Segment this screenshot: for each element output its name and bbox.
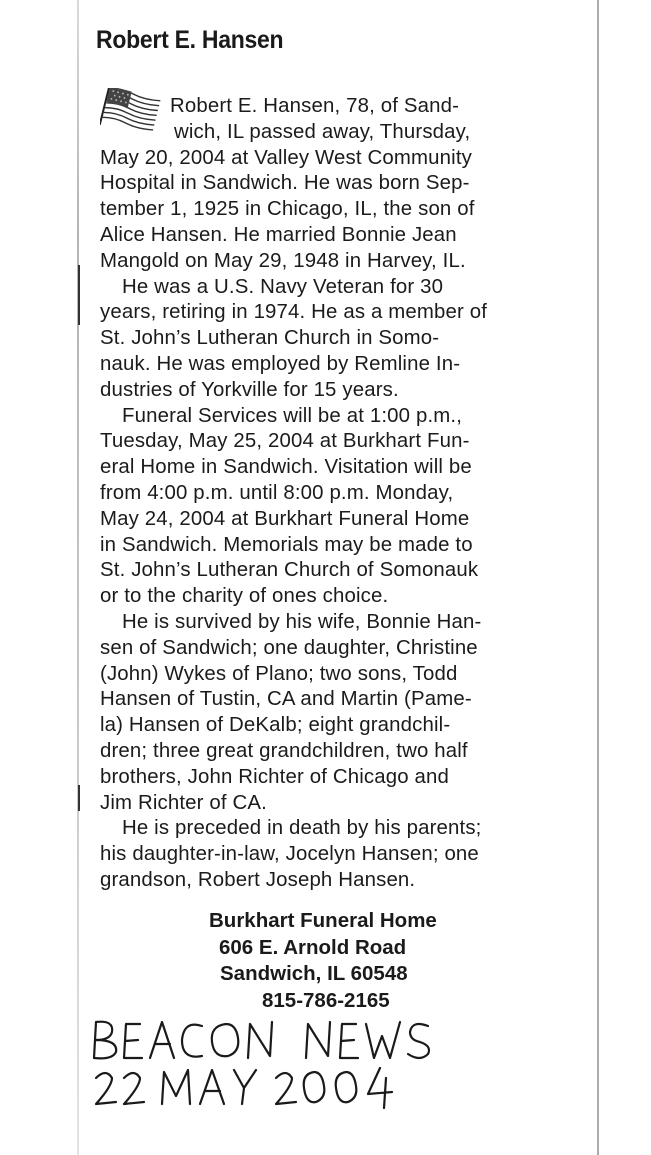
body-line: He is survived by his wife, Bonnie Han- (122, 610, 482, 633)
body-line: la) Hansen of DeKalb; eight grandchil- (100, 714, 451, 737)
body-line: Hospital in Sandwich. He was born Sep- (100, 172, 470, 195)
funeral-home-phone: 815-786-2165 (262, 988, 390, 1012)
body-line: dustries of Yorkville for 15 years. (100, 378, 399, 401)
body-line: in Sandwich. Memorials may be made to (100, 533, 473, 556)
body-line: brothers, John Richter of Chicago and (100, 765, 449, 788)
obituary-body (100, 94, 590, 894)
body-line: or to the charity of ones choice. (100, 585, 389, 608)
body-line: Jim Richter of CA. (100, 791, 267, 814)
body-line: Hansen of Tustin, CA and Martin (Pame- (100, 688, 472, 711)
body-line: sen of Sandwich; one daughter, Christine (100, 636, 478, 659)
body-line: wich, IL passed away, Thursday, (174, 120, 471, 143)
handwritten-annotation (90, 1012, 510, 1112)
body-line: Robert E. Hansen, 78, of Sand- (170, 95, 460, 117)
body-line: St. John’s Lutheran Church of Somonauk (100, 559, 479, 582)
body-line: Mangold on May 29, 1948 in Harvey, IL. (100, 249, 466, 272)
body-line: St. John’s Lutheran Church in Somo- (100, 327, 440, 350)
body-line: Alice Hansen. He married Bonnie Jean (100, 223, 457, 246)
body-line: tember 1, 1925 in Chicago, IL, the son of (100, 198, 475, 221)
body-line: dren; three great grandchildren, two half (100, 739, 468, 762)
funeral-home-city: Sandwich, IL 60548 (220, 962, 408, 985)
scan-mark (78, 785, 80, 811)
body-line: May 20, 2004 at Valley West Community (100, 146, 472, 169)
body-line: his daughter-in-law, Jocelyn Hansen; one (100, 843, 479, 866)
body-line: years, retiring in 1974. He as a member of (100, 301, 488, 324)
funeral-home-street: 606 E. Arnold Road (219, 935, 407, 959)
body-line: He was a U.S. Navy Veteran for 30 (122, 275, 444, 298)
funeral-home-name: Burkhart Funeral Home (209, 909, 437, 932)
body-line: grandson, Robert Joseph Hansen. (100, 868, 416, 891)
obituary-title: Robert E. Hansen (96, 26, 284, 54)
body-line: (John) Wykes of Plano; two sons, Todd (100, 662, 458, 685)
body-line: from 4:00 p.m. until 8:00 p.m. Monday, (100, 481, 454, 504)
body-line: nauk. He was employed by Remline In- (100, 352, 461, 375)
body-line: May 24, 2004 at Burkhart Funeral Home (100, 507, 470, 530)
body-line: He is preceded in death by his parents; (122, 817, 482, 840)
scan-mark (78, 265, 80, 325)
body-line: Tuesday, May 25, 2004 at Burkhart Fun- (100, 430, 470, 453)
body-line: Funeral Services will be at 1:00 p.m., (122, 404, 463, 427)
body-line: eral Home in Sandwich. Visitation will be (100, 456, 472, 479)
funeral-home-block (0, 908, 651, 1014)
